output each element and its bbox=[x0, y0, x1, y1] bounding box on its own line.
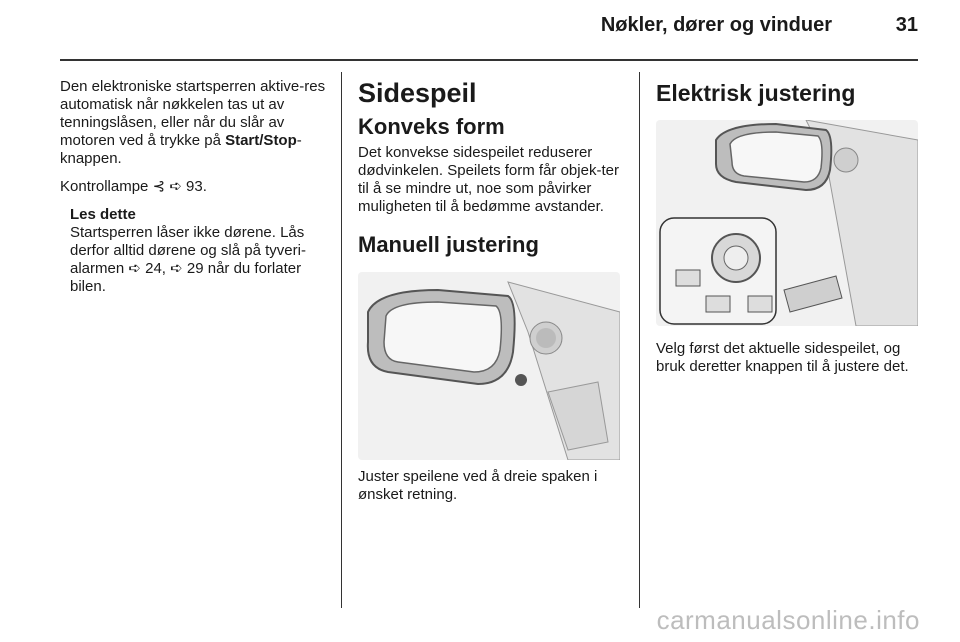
note-block bbox=[70, 206, 328, 296]
start-stop-label: Start/Stop bbox=[225, 132, 297, 149]
ref-arrow-icon: ➪ bbox=[128, 260, 141, 277]
section-heading-elektrisk-justering: Elektrisk justering bbox=[656, 80, 856, 106]
page-header-title: Nøkler, dører og vinduer bbox=[600, 14, 832, 36]
watermark: carmanualsonline.info bbox=[656, 605, 920, 635]
page-number: 31 bbox=[895, 14, 918, 36]
note-text: Startsperren låser ikke dørene. Lås derfor alltid dørene og slå på tyveri-alarmen ➪ 24, ➪ 29 når du forlater bilen. bbox=[70, 224, 306, 295]
column-2 bbox=[358, 78, 624, 514]
subheading-manuell-justering: Manuell justering bbox=[358, 232, 539, 257]
electric-caption: Velg først det aktuelle sidespeilet, og bruk deretter knappen til å justere det. bbox=[656, 340, 909, 375]
header-rule bbox=[60, 59, 918, 61]
ref-arrow-icon: ➪ bbox=[169, 178, 182, 195]
column-divider-1 bbox=[341, 72, 342, 608]
immobiliser-paragraph: Den elektroniske startsperren aktive-res automatisk når nøkkelen tas ut av tenningslåsen, eller når du slår av motoren ved å trykke på Start/Stop-knappen. bbox=[60, 78, 326, 167]
note-title: Les dette bbox=[70, 206, 136, 223]
electric-mirror-figure bbox=[656, 120, 918, 326]
column-divider-2 bbox=[639, 72, 640, 608]
control-lamp-paragraph: Kontrollampe ⊰ ➪ 93. bbox=[60, 178, 207, 195]
column-1 bbox=[60, 78, 328, 296]
column-3 bbox=[656, 78, 920, 386]
manual-caption: Juster speilene ved å dreie spaken i ønsket retning. bbox=[358, 468, 598, 503]
immobiliser-lamp-icon: ⊰ bbox=[152, 178, 166, 195]
konveks-paragraph: Det konvekse sidespeilet reduserer dødvinkelen. Speilets form får objek-ter til å se mindre ut, noe som påvirker muligheten til å bedømme avstander. bbox=[358, 144, 619, 215]
subheading-konveks-form: Konveks form bbox=[358, 114, 505, 139]
manual-mirror-figure bbox=[358, 272, 620, 460]
section-heading-sidespeil: Sidespeil bbox=[358, 78, 477, 108]
ref-arrow-icon: ➪ bbox=[170, 260, 183, 277]
